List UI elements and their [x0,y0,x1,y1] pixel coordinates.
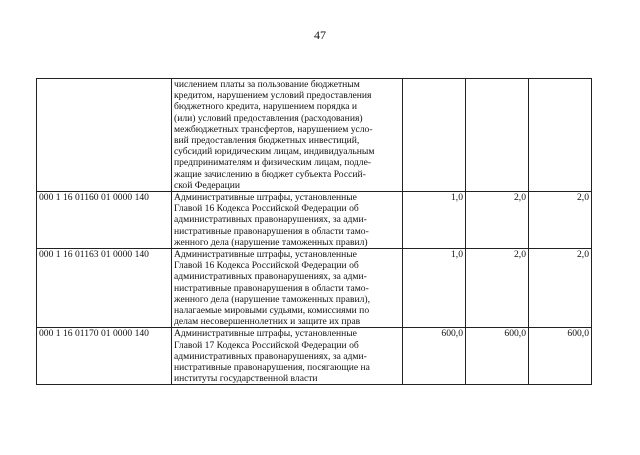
page-number: 47 [314,28,326,42]
revenue-name-cell [172,192,403,249]
revenue-code-cell [37,79,172,192]
name-line: вий предоставления бюджетных инвестиций, [174,135,360,147]
name-line: Административные штрафы, установленные [174,192,357,204]
name-line: институты государственной власти [174,373,318,385]
revenue-code-cell: 000 1 16 01160 01 0000 140 [37,192,172,249]
revenue-name-cell [172,328,403,385]
name-line: нистративные правонарушения, посягающие на [174,362,370,374]
name-line: нистративные правонарушения в области тамо- [174,225,369,237]
name-line: субсидий юридическим лицам, индивидуальным [174,146,375,158]
value-year-3-cell: 2,0 [529,249,592,328]
name-line: административных правонарушениях, за адми- [174,350,367,362]
value-year-2-cell: 600,0 [466,328,529,385]
name-line: налагаемые мировыми судьями, комиссиями по [174,305,370,317]
name-line: Административные штрафы, установленные [174,249,357,261]
table-row [37,79,592,192]
value-year-1-cell [403,79,466,192]
revenue-code-cell: 000 1 16 01170 01 0000 140 [37,328,172,385]
table-row [37,328,592,385]
value-year-3-cell: 2,0 [529,192,592,249]
value-year-2-cell [466,79,529,192]
name-line: административных правонарушениях, за адми- [174,214,367,226]
name-line: Главой 16 Кодекса Российской Федерации об [174,260,359,272]
name-line: делам несовершеннолетних и защите их прав [174,316,361,328]
name-line: числением платы за пользование бюджетным [174,79,360,90]
value-year-3-cell: 600,0 [529,328,592,385]
name-line: ской Федерации [174,179,241,191]
name-line: нистративные правонарушения в области тамо- [174,282,369,294]
table-row [37,192,592,249]
name-line: межбюджетных трансфертов, нарушением усло- [174,123,373,135]
name-line: административных правонарушениях, за адми- [174,271,367,283]
name-line: жащие зачислению в бюджет субъекта Россий- [174,168,366,180]
value-year-1-cell: 1,0 [403,249,466,328]
value-year-3-cell [529,79,592,192]
table-row [37,249,592,328]
name-line: предпринимателям и физическим лицам, подле- [174,157,372,169]
name-line: Главой 17 Кодекса Российской Федерации об [174,339,359,351]
budget-revenue-table [36,78,592,385]
name-line: бюджетного кредита, нарушением порядка и [174,101,358,113]
name-line: женного дела (нарушение таможенных правил), [174,293,371,305]
value-year-2-cell: 2,0 [466,192,529,249]
value-year-1-cell: 1,0 [403,192,466,249]
name-line: кредитом, нарушением условий предоставления [174,90,372,102]
revenue-code-cell: 000 1 16 01163 01 0000 140 [37,249,172,328]
value-year-1-cell: 600,0 [403,328,466,385]
name-line: Главой 16 Кодекса Российской Федерации об [174,203,359,215]
revenue-name-cell [172,79,403,192]
name-line: Административные штрафы, установленные [174,328,357,340]
name-line: (или) условий предоставления (расходования) [174,112,363,124]
name-line: женного дела (нарушение таможенных правил) [174,236,368,248]
revenue-name-cell [172,249,403,328]
value-year-2-cell: 2,0 [466,249,529,328]
